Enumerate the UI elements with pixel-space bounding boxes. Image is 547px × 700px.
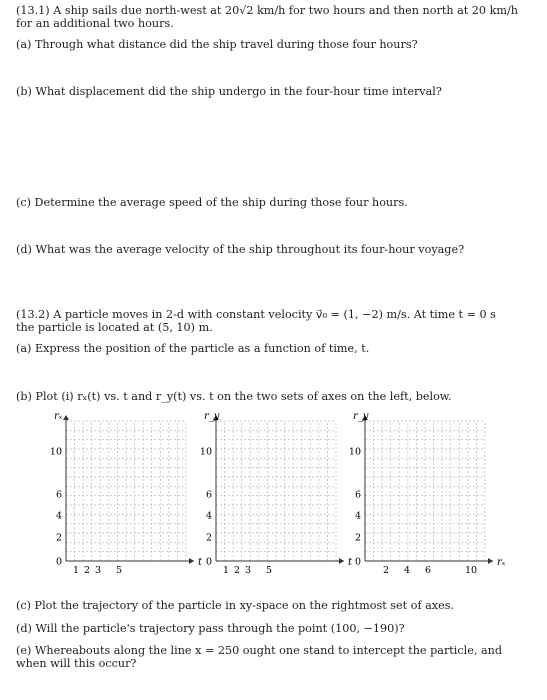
x-axis-arrow (189, 558, 194, 564)
x-tick-label: 4 (403, 565, 411, 576)
x-tick-label: 10 (464, 565, 478, 576)
y-tick-label: 10 (49, 446, 62, 458)
y-axis-arrow (63, 415, 69, 420)
question-13-2-c: (c) Plot the trajectory of the particle in xy-space on the rightmost set of axes. (16, 599, 455, 612)
axes-3 (349, 411, 506, 576)
x-tick-label: 2 (382, 565, 390, 576)
x-tick-label: 5 (115, 565, 123, 576)
question-13-1-a: (a) Through what distance did the ship travel during those four hours? (16, 38, 418, 51)
problem-13-2-intro-cont: the particle is located at (5, 10) m. (16, 321, 213, 334)
y-tick-label: 6 (55, 489, 62, 501)
x-axis-label: t (348, 557, 353, 568)
y-tick-label: 10 (199, 446, 212, 458)
y-axis-label: r_y (353, 411, 369, 422)
x-tick-label: 2 (83, 565, 91, 576)
y-tick-label: 0 (55, 556, 62, 568)
x-tick-label: 1 (222, 565, 230, 576)
x-tick-label: 3 (94, 565, 102, 576)
problem-13-1-intro-cont: for an additional two hours. (16, 17, 174, 30)
plot-axes-area (0, 408, 547, 583)
y-tick-label: 6 (354, 489, 361, 501)
y-tick-label: 4 (354, 510, 361, 522)
x-axis-label: t (198, 557, 203, 568)
y-tick-label: 2 (354, 532, 361, 544)
y-tick-label: 4 (205, 510, 212, 522)
y-axis-label: rₓ (54, 411, 63, 422)
x-tick-label: 5 (265, 565, 273, 576)
y-tick-label: 2 (205, 532, 212, 544)
problem-13-2-intro: (13.2) A particle moves in 2-d with constant velocity v⃗₀ = (1, −2) m/s. At time t = 0 s (16, 308, 496, 321)
x-axis-arrow (339, 558, 344, 564)
question-13-2-d: (d) Will the particle's trajectory pass through the point (100, −190)? (16, 622, 405, 635)
question-13-2-b: (b) Plot (i) rₓ(t) vs. t and r_y(t) vs. t on the two sets of axes on the left, below. (16, 390, 452, 403)
x-tick-label: 1 (72, 565, 80, 576)
question-13-2-a: (a) Express the position of the particle as a function of time, t. (16, 342, 370, 355)
question-13-2-e-cont: when will this occur? (16, 657, 137, 670)
x-axis-label: rₓ (497, 557, 506, 568)
question-13-2-e: (e) Whereabouts along the line x = 250 ought one stand to intercept the particle, and (16, 644, 502, 657)
question-13-1-b: (b) What displacement did the ship undergo in the four-hour time interval? (16, 85, 442, 98)
y-tick-label: 0 (354, 556, 361, 568)
problem-13-1-intro: (13.1) A ship sails due north-west at 20√2 km/h for two hours and then north at 20 km/h (16, 4, 518, 17)
y-tick-label: 10 (348, 446, 361, 458)
y-axis-label: r_y (204, 411, 220, 422)
x-tick-label: 2 (233, 565, 241, 576)
x-tick-label: 3 (244, 565, 252, 576)
y-tick-label: 4 (55, 510, 62, 522)
y-tick-label: 2 (55, 532, 62, 544)
axes-1 (50, 411, 203, 576)
axes-2 (200, 411, 353, 576)
y-tick-label: 0 (205, 556, 212, 568)
x-axis-arrow (488, 558, 493, 564)
question-13-1-d: (d) What was the average velocity of the ship throughout its four-hour voyage? (16, 243, 465, 256)
y-tick-label: 6 (205, 489, 212, 501)
x-tick-label: 6 (424, 565, 432, 576)
question-13-1-c: (c) Determine the average speed of the ship during those four hours. (16, 196, 408, 209)
